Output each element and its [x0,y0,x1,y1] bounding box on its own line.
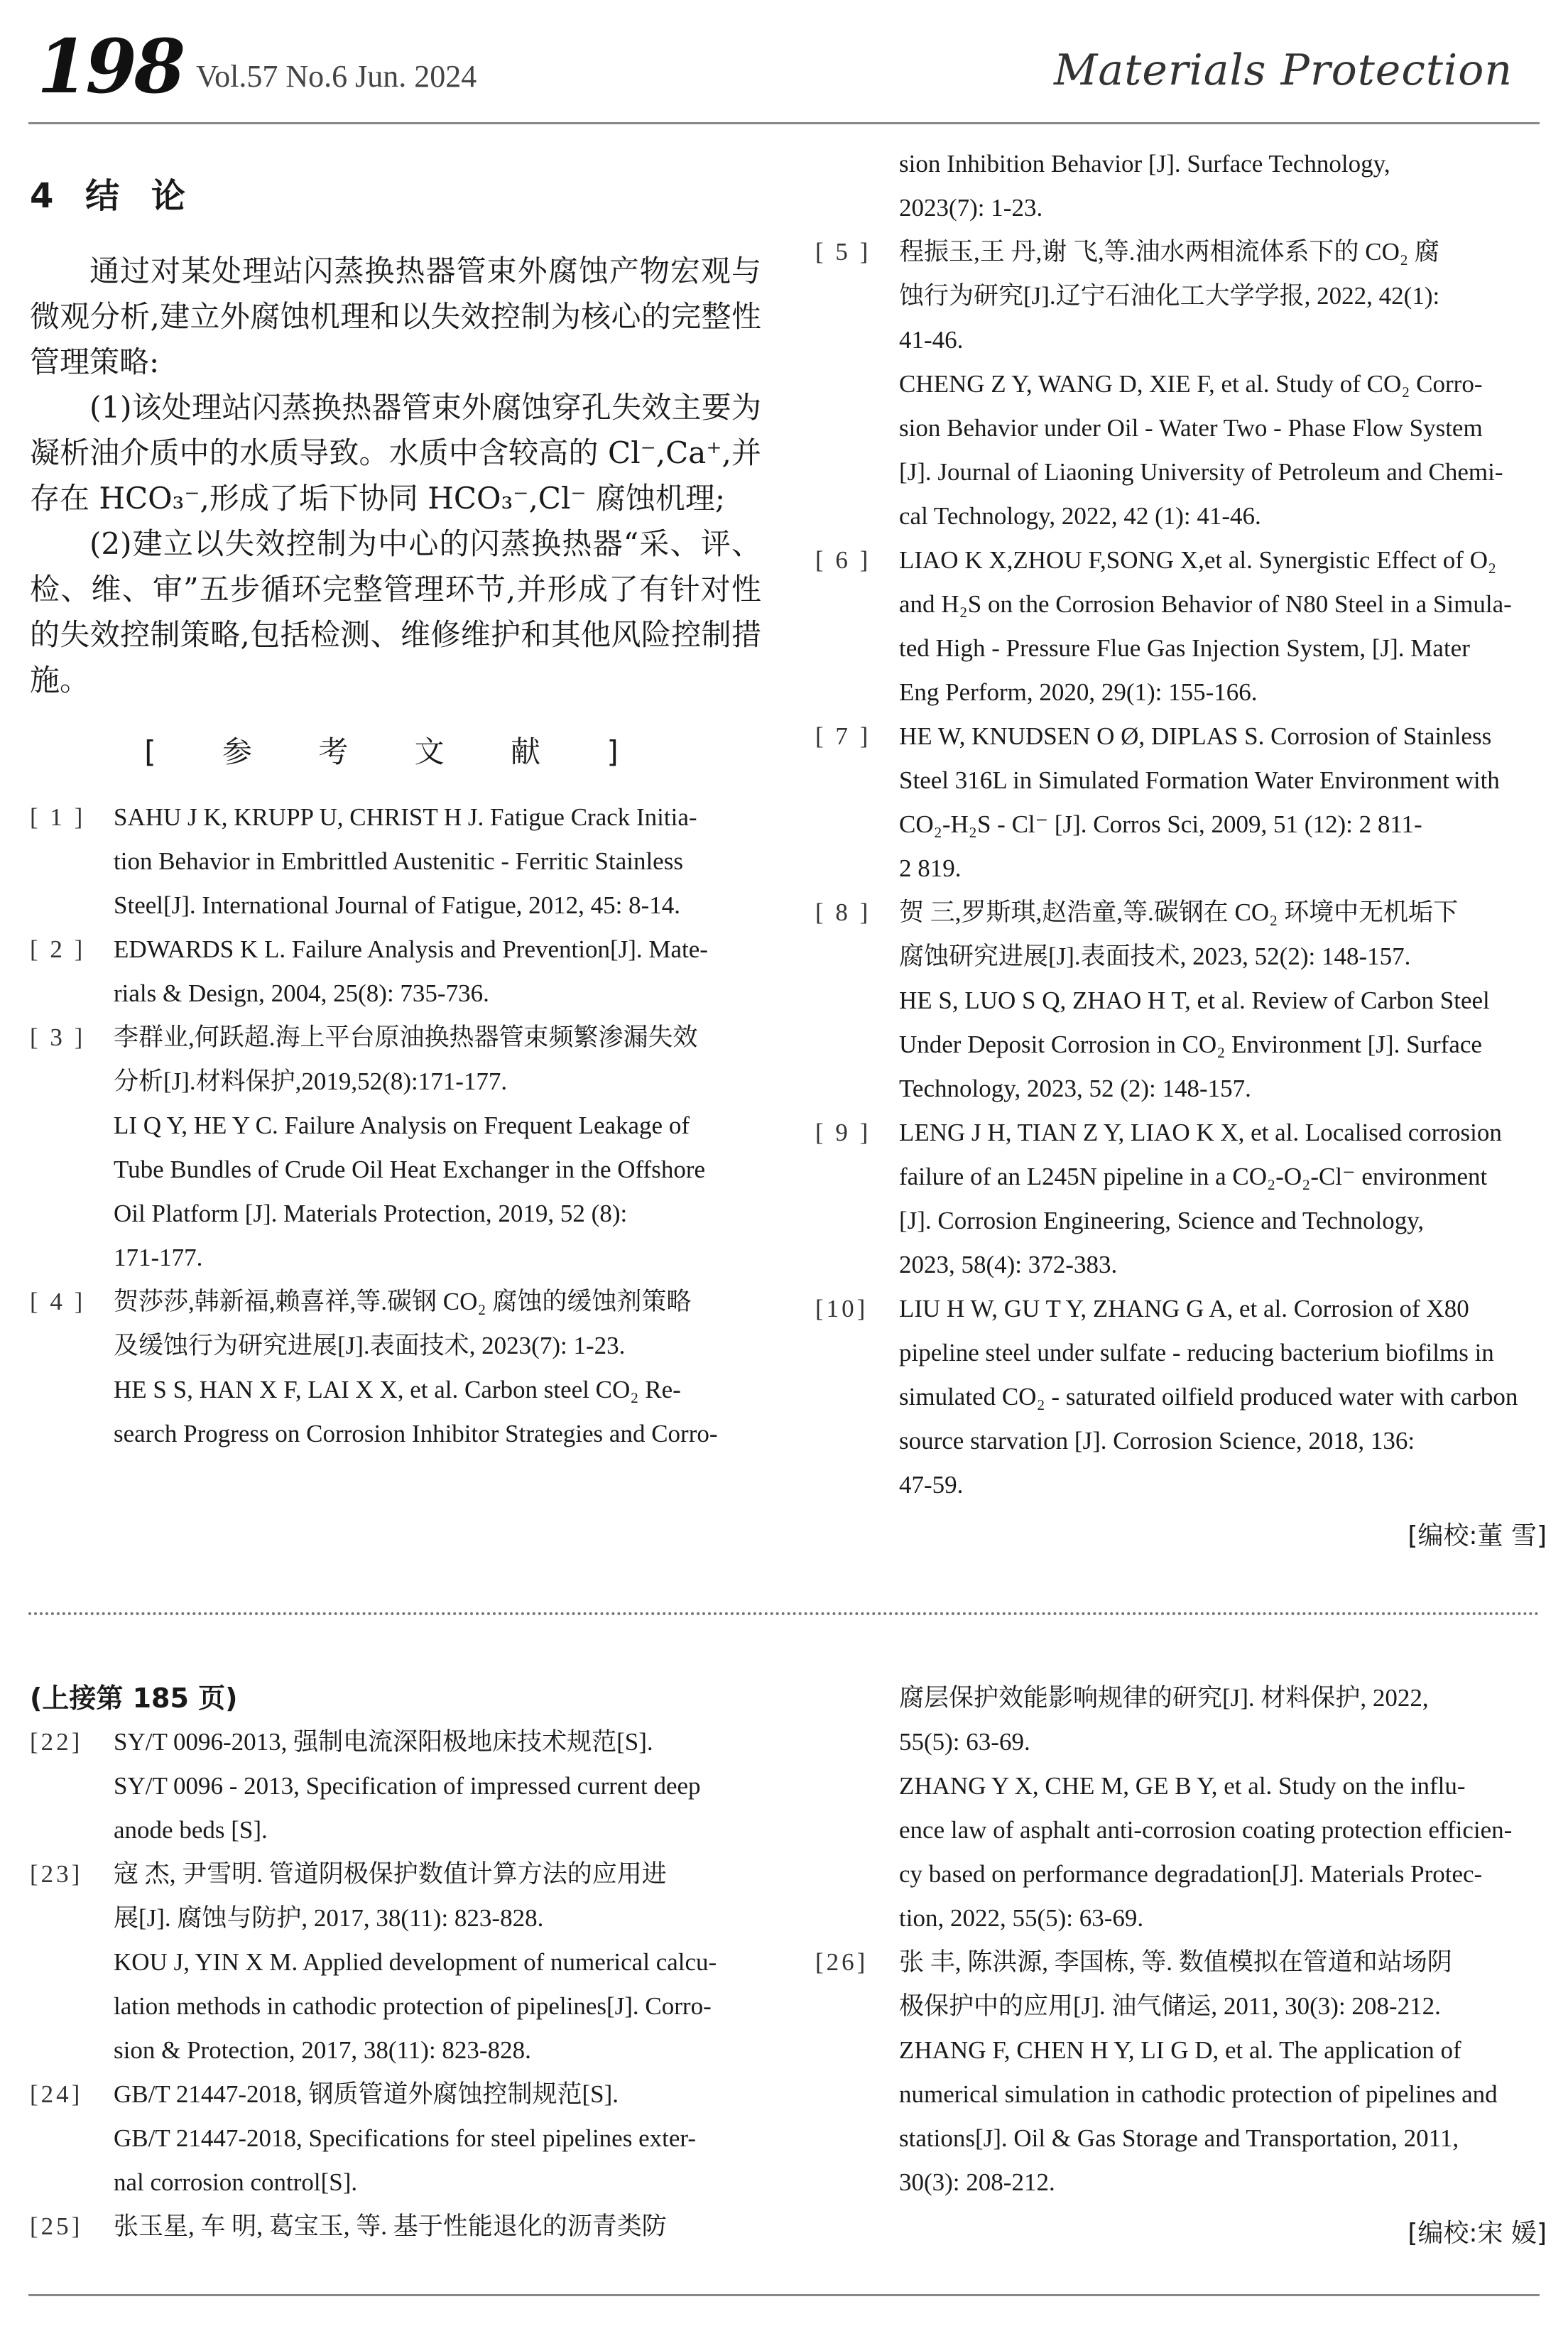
reference-number: [ 6 ] [815,546,871,574]
reference-list-bottom-left [30,1720,761,2249]
left-column-bottom [30,1676,761,2249]
issue-info: Vol.57 No.6 Jun. 2024 [196,59,477,94]
reference-line: 李群业,何跃超.海上平台原油换热器管束频繁渗漏失效 [114,1023,698,1051]
right-column-top [815,142,1547,1561]
reference-line: HE S, LUO S Q, ZHAO H T, et al. Review of Carbon Steel [899,987,1490,1014]
reference-line: 55(5): 63-69. [899,1728,1030,1756]
reference-number: [22] [30,1728,83,1756]
reference-line: sion Inhibition Behavior [J]. Surface Technology, [899,150,1390,178]
paragraph-line: 通过对某处理站闪蒸换热器管束外腐蚀产物宏观 [89,254,731,288]
reference-line: sion & Protection, 2017, 38(11): 823-828. [114,2036,531,2064]
reference-line: 47-59. [899,1471,964,1499]
right-column-bottom [815,1676,1547,2259]
reference-line: GB/T 21447-2018, 钢质管道外腐蚀控制规范[S]. [114,2080,619,2108]
reference-entry [815,230,1547,538]
reference-line: 程振玉,王 丹,谢 飞,等.油水两相流体系下的 CO₂ 腐 [899,238,1439,266]
reference-entry [30,928,761,1016]
footer-rule [28,2294,1540,2296]
reference-line: ted High - Pressure Flue Gas Injection System, [J]. Mater [899,634,1470,662]
reference-entry [30,1720,761,1852]
reference-entry [815,538,1547,714]
paragraph-line: 与微观分析,建立外腐蚀机理和以失效控制为核心的 [30,254,761,334]
paragraph-line: Ca⁺,并存在 HCO₃⁻,形成了垢下协同 HCO₃⁻,Cl⁻ 腐蚀 [30,435,761,516]
reference-entry [815,1676,1547,1940]
paragraph-line: (1)该处理站闪蒸换热器管束外腐蚀穿孔失效主 [89,390,702,425]
reference-line: SAHU J K, KRUPP U, CHRIST H J. Fatigue Crack Initia- [114,803,697,831]
reference-line: EDWARDS K L. Failure Analysis and Prevention[J]. Mate- [114,935,708,963]
reference-line: Steel 316L in Simulated Formation Water Environment with [899,766,1500,794]
reference-line: 2023, 58(4): 372-383. [899,1251,1118,1278]
reference-number: [ 5 ] [815,238,871,266]
reference-line: failure of an L245N pipeline in a CO₂-O₂-Cl⁻ environment [899,1163,1488,1190]
reference-number: [10] [815,1295,869,1322]
journal-title: Materials Protection [1054,45,1513,95]
reference-line: 及缓蚀行为研究进展[J].表面技术, 2023(7): 1-23. [114,1332,626,1359]
reference-line: lation methods in cathodic protection of pipelines[J]. Corro- [114,1992,712,2020]
reference-line: Technology, 2023, 52 (2): 148-157. [899,1075,1251,1102]
reference-line: [J]. Corrosion Engineering, Science and Technology, [899,1207,1425,1234]
conclusion-paragraph [30,521,761,703]
reference-line: LI Q Y, HE Y C. Failure Analysis on Frequent Leakage of [114,1112,690,1139]
reference-line: SY/T 0096-2013, 强制电流深阳极地床技术规范[S]. [114,1728,653,1756]
header-rule [28,122,1540,124]
reference-line: 30(3): 208-212. [899,2168,1055,2196]
paragraph-line: 的失效控制策略,包括检测、维修维护和其他风险控制 [30,617,731,652]
reference-line: 贺 三,罗斯琪,赵浩童,等.碳钢在 CO₂ 环境中无机垢下 [899,898,1459,926]
reference-number: [ 2 ] [30,935,86,963]
reference-line: 2 819. [899,854,962,882]
reference-number: [25] [30,2212,83,2240]
reference-line: CHENG Z Y, WANG D, XIE F, et al. Study of CO₂ Corro- [899,370,1483,398]
conclusion-body [30,249,761,703]
reference-line: rials & Design, 2004, 25(8): 735-736. [114,979,489,1007]
reference-number: [23] [30,1860,83,1888]
reference-number: [26] [815,1948,869,1976]
reference-line: ZHANG Y X, CHE M, GE B Y, et al. Study on the influ- [899,1772,1466,1800]
reference-line: 展[J]. 腐蚀与防护, 2017, 38(11): 823-828. [114,1904,544,1932]
reference-line: LENG J H, TIAN Z Y, LIAO K X, et al. Localised corrosion [899,1119,1502,1146]
reference-line: 腐层保护效能影响规律的研究[J]. 材料保护, 2022, [899,1684,1429,1712]
reference-entry [815,714,1547,891]
conclusion-paragraph [30,385,761,521]
reference-line: 蚀行为研究[J].辽宁石油化工大学学报, 2022, 42(1): [899,282,1440,310]
reference-number: [ 7 ] [815,722,871,750]
reference-line: search Progress on Corrosion Inhibitor Strategies and Corro- [114,1420,718,1447]
reference-list-right [815,142,1547,1507]
reference-line: 分析[J].材料保护,2019,52(8):171-177. [114,1067,508,1095]
paragraph-line: 完整性管理策略: [30,299,761,379]
reference-number: [ 4 ] [30,1288,86,1315]
reference-line: ZHANG F, CHEN H Y, LI G D, et al. The application of [899,2036,1461,2064]
reference-line: 寇 杰, 尹雪明. 管道阴极保护数值计算方法的应用进 [114,1860,667,1888]
reference-line: KOU J, YIN X M. Applied development of numerical calcu- [114,1948,717,1976]
reference-line: GB/T 21447-2018, Specifications for steel pipelines exter- [114,2124,696,2152]
reference-list-left [30,795,761,1456]
reference-number: [24] [30,2080,83,2108]
reference-line: 贺莎莎,韩新福,赖喜祥,等.碳钢 CO₂ 腐蚀的缓蚀剂策略 [114,1288,692,1315]
editor-note: [编校:董 雪] [1408,1521,1547,1550]
paragraph-line: 措施。 [30,617,761,697]
reference-line: ence law of asphalt anti-corrosion coating protection efficien- [899,1816,1513,1844]
reference-line: and H₂S on the Corrosion Behavior of N80 Steel in a Simula- [899,590,1512,618]
reference-line: numerical simulation in cathodic protection of pipelines and [899,2080,1498,2108]
reference-number: [ 1 ] [30,803,86,831]
reference-line: 2023(7): 1-23. [899,194,1043,222]
reference-line: Tube Bundles of Crude Oil Heat Exchanger in the Offshore [114,1156,706,1183]
left-column-top [30,156,761,1456]
reference-entry [30,1280,761,1456]
reference-line: cal Technology, 2022, 42 (1): 41-46. [899,502,1261,530]
reference-entry [30,2205,761,2249]
reference-line: pipeline steel under sulfate - reducing bacterium biofilms in [899,1339,1494,1366]
reference-entry [815,142,1547,230]
reference-line: LIAO K X,ZHOU F,SONG X,et al. Synergistic Effect of O₂ [899,546,1497,574]
reference-line: HE W, KNUDSEN O Ø, DIPLAS S. Corrosion of Stainless [899,722,1492,750]
reference-line: 极保护中的应用[J]. 油气储运, 2011, 30(3): 208-212. [899,1992,1441,2020]
reference-line: 腐蚀研究进展[J].表面技术, 2023, 52(2): 148-157. [899,942,1411,970]
conclusion-paragraph [30,249,761,385]
reference-line: cy based on performance degradation[J]. Materials Protec- [899,1860,1483,1888]
reference-number: [ 8 ] [815,898,871,926]
dotted-separator [28,1612,1540,1619]
reference-entry [815,891,1547,1111]
reference-line: source starvation [J]. Corrosion Science, 2018, 136: [899,1427,1415,1455]
reference-line: anode beds [S]. [114,1816,268,1844]
reference-line: 张 丰, 陈洪源, 李国栋, 等. 数值模拟在管道和站场阴 [899,1948,1452,1976]
paragraph-line: (2)建立以失效控制为中心的闪蒸换热器“采、评、 [89,526,761,561]
reference-entry [815,1111,1547,1287]
references-heading: [ 参 考 文 献 ] [144,734,647,769]
reference-line: Oil Platform [J]. Materials Protection, 2019, 52 (8): [114,1200,628,1227]
editor-note-bottom: [编校:宋 媛] [1408,2219,1547,2248]
paragraph-line: 要为凝析油介质中的水质导致。水质中含较高的 Cl⁻, [30,390,761,470]
reference-line: nal corrosion control[S]. [114,2168,358,2196]
reference-line: 张玉星, 车 明, 葛宝玉, 等. 基于性能退化的沥青类防 [114,2212,667,2240]
reference-line: [J]. Journal of Liaoning University of Petroleum and Chemi- [899,458,1503,486]
reference-line: LIU H W, GU T Y, ZHANG G A, et al. Corrosion of X80 [899,1295,1469,1322]
reference-line: Eng Perform, 2020, 29(1): 155-166. [899,678,1258,706]
reference-number: [ 3 ] [30,1023,86,1051]
reference-line: simulated CO₂ - saturated oilfield produced water with carbon [899,1383,1518,1411]
page-number: 198 [37,23,183,110]
page-header [0,0,1568,124]
paragraph-line: 检、维、审”五步循环完整管理环节,并形成了有针对性 [30,572,761,607]
continued-from-heading: (上接第 185 页) [30,1683,238,1714]
reference-line: Steel[J]. International Journal of Fatigue, 2012, 45: 8-14. [114,891,681,919]
reference-line: tion, 2022, 55(5): 63-69. [899,1904,1144,1932]
reference-line: Under Deposit Corrosion in CO₂ Environment [J]. Surface [899,1031,1482,1058]
reference-line: CO₂-H₂S - Cl⁻ [J]. Corros Sci, 2009, 51 (12): 2 811- [899,810,1422,838]
section-title: 4 结 论 [30,176,195,216]
reference-entry [30,795,761,928]
reference-line: 171-177. [114,1244,203,1271]
paragraph-line: 机理; [655,481,726,516]
reference-line: tion Behavior in Embrittled Austenitic - Ferritic Stainless [114,847,683,875]
reference-entry [30,1852,761,2072]
reference-entry [815,1940,1547,2205]
reference-line: sion Behavior under Oil - Water Two - Phase Flow System [899,414,1483,442]
reference-number: [ 9 ] [815,1119,871,1146]
reference-entry [30,1016,761,1280]
reference-line: stations[J]. Oil & Gas Storage and Transportation, 2011, [899,2124,1459,2152]
reference-entry [30,2072,761,2205]
reference-line: HE S S, HAN X F, LAI X X, et al. Carbon steel CO₂ Re- [114,1376,681,1403]
reference-entry [815,1287,1547,1507]
reference-list-bottom-right [815,1676,1547,2205]
reference-line: 41-46. [899,326,964,354]
reference-line: SY/T 0096 - 2013, Specification of impressed current deep [114,1772,701,1800]
